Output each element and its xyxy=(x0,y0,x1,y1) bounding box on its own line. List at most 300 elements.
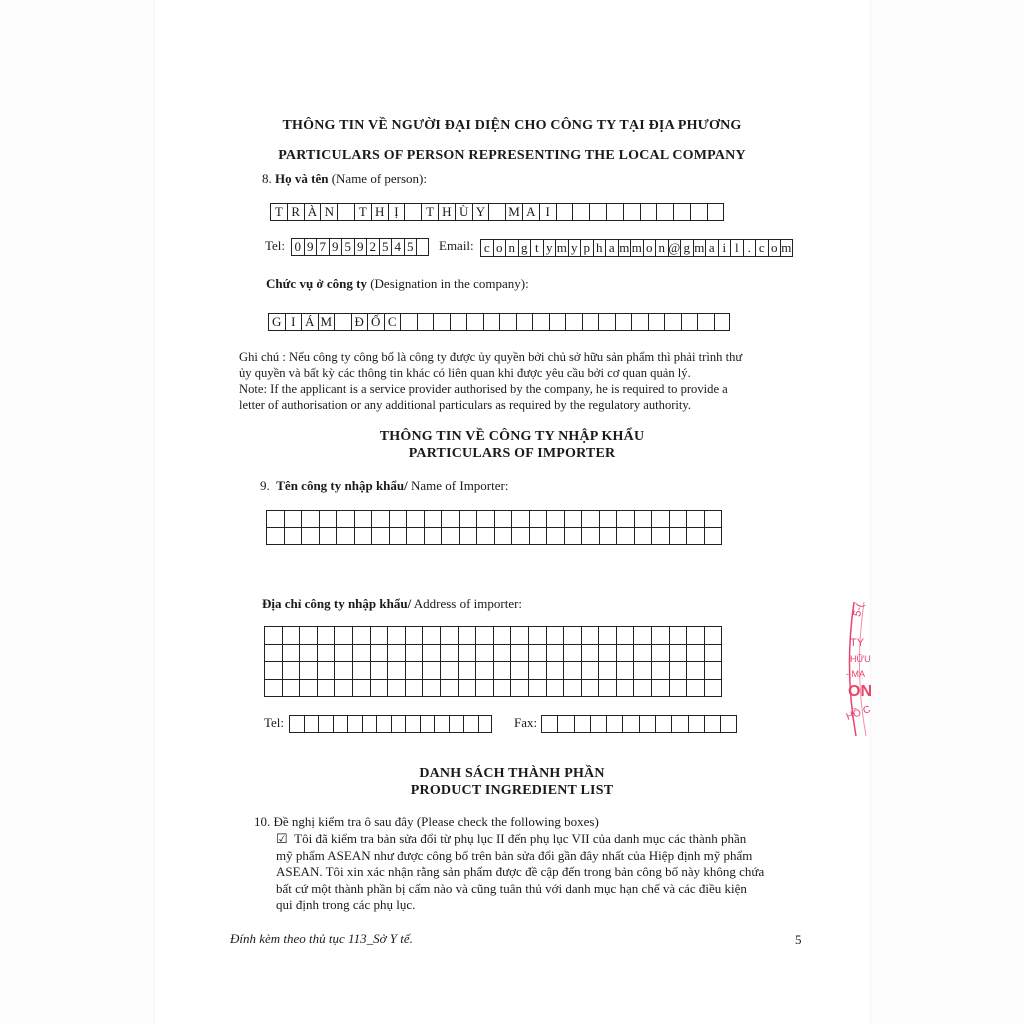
designation-label-bold: Chức vụ ở công ty xyxy=(266,276,367,291)
char-cell[interactable]: I xyxy=(539,203,556,221)
char-cell[interactable] xyxy=(376,715,391,733)
char-cell[interactable] xyxy=(688,715,704,733)
grid-cell[interactable] xyxy=(617,511,635,528)
grid-cell[interactable] xyxy=(371,680,389,698)
char-cell[interactable]: a xyxy=(605,239,618,257)
grid-cell[interactable] xyxy=(547,528,565,545)
grid-cell[interactable] xyxy=(495,528,513,545)
grid-cell[interactable] xyxy=(511,662,529,680)
char-cell[interactable] xyxy=(516,313,533,331)
tel-field[interactable] xyxy=(291,238,429,256)
char-cell[interactable]: @ xyxy=(668,240,681,255)
char-cell[interactable] xyxy=(532,313,549,331)
grid-cell[interactable] xyxy=(442,528,460,545)
grid-cell[interactable] xyxy=(406,627,424,645)
char-cell[interactable]: 7 xyxy=(316,238,329,256)
grid-cell[interactable] xyxy=(302,511,320,528)
char-cell[interactable] xyxy=(541,715,557,733)
char-cell[interactable] xyxy=(333,715,348,733)
importer-name-grid[interactable] xyxy=(266,510,722,545)
grid-cell[interactable] xyxy=(459,627,477,645)
grid-cell[interactable] xyxy=(423,680,441,698)
grid-cell[interactable] xyxy=(388,627,406,645)
grid-cell[interactable] xyxy=(283,627,301,645)
grid-cell[interactable] xyxy=(670,680,688,698)
char-cell[interactable] xyxy=(690,203,707,221)
grid-cell[interactable] xyxy=(634,645,652,663)
char-cell[interactable]: 5 xyxy=(404,238,417,256)
grid-cell[interactable] xyxy=(388,645,406,663)
char-cell[interactable] xyxy=(622,715,638,733)
item10-instruction: Đề nghị kiểm tra ô sau đây (Please check the following boxes) xyxy=(273,814,599,829)
grid-cell[interactable] xyxy=(565,511,583,528)
char-cell[interactable] xyxy=(720,715,736,733)
grid-cell[interactable] xyxy=(442,511,460,528)
grid-cell[interactable] xyxy=(582,680,600,698)
grid-cell[interactable] xyxy=(425,511,443,528)
char-cell[interactable]: T xyxy=(354,203,371,221)
grid-cell[interactable] xyxy=(388,680,406,698)
grid-cell[interactable] xyxy=(353,627,371,645)
char-cell[interactable]: H xyxy=(438,203,455,221)
grid-cell[interactable] xyxy=(318,645,336,663)
char-cell[interactable]: Đ xyxy=(351,313,368,331)
grid-cell[interactable] xyxy=(705,680,723,698)
grid-cell[interactable] xyxy=(652,528,670,545)
char-cell[interactable] xyxy=(304,715,319,733)
grid-cell[interactable] xyxy=(634,627,652,645)
char-cell[interactable] xyxy=(334,313,351,331)
grid-cell[interactable] xyxy=(670,645,688,663)
char-cell[interactable] xyxy=(400,313,417,331)
char-cell[interactable]: H xyxy=(371,203,388,221)
char-cell[interactable] xyxy=(488,203,505,221)
char-cell[interactable] xyxy=(557,715,573,733)
grid-cell[interactable] xyxy=(476,645,494,663)
grid-cell[interactable] xyxy=(302,528,320,545)
char-cell[interactable] xyxy=(466,313,483,331)
grid-cell[interactable] xyxy=(530,528,548,545)
char-cell[interactable]: a xyxy=(705,239,718,257)
char-cell[interactable] xyxy=(590,715,606,733)
char-cell[interactable] xyxy=(417,313,434,331)
grid-cell[interactable] xyxy=(582,511,600,528)
designation-label xyxy=(266,276,529,292)
grid-cell[interactable] xyxy=(599,680,617,698)
char-cell[interactable] xyxy=(704,715,720,733)
char-cell[interactable] xyxy=(606,715,622,733)
char-cell[interactable] xyxy=(404,203,421,221)
importer-fax-field[interactable] xyxy=(541,715,737,733)
char-cell[interactable]: m xyxy=(781,240,792,255)
char-cell[interactable]: m xyxy=(631,240,642,255)
grid-cell[interactable] xyxy=(512,528,530,545)
char-cell[interactable] xyxy=(483,313,500,331)
note-en-line2: letter of authorisation or any additional particulars as required by the regulatory authority. xyxy=(239,398,692,412)
grid-cell[interactable] xyxy=(441,627,459,645)
grid-cell[interactable] xyxy=(670,662,688,680)
grid-cell[interactable] xyxy=(335,662,353,680)
grid-cell[interactable] xyxy=(529,645,547,663)
grid-cell[interactable] xyxy=(406,680,424,698)
grid-cell[interactable] xyxy=(635,528,653,545)
char-cell[interactable]: Y xyxy=(472,203,489,221)
char-cell[interactable] xyxy=(648,313,665,331)
imp-title-en: PARTICULARS OF IMPORTER xyxy=(408,446,616,461)
grid-cell[interactable] xyxy=(705,528,723,545)
char-cell[interactable]: m xyxy=(619,240,630,255)
char-cell[interactable] xyxy=(707,203,724,221)
grid-cell[interactable] xyxy=(652,645,670,663)
char-cell[interactable]: Ị xyxy=(388,203,405,221)
grid-cell[interactable] xyxy=(407,528,425,545)
grid-cell[interactable] xyxy=(353,645,371,663)
grid-cell[interactable] xyxy=(476,627,494,645)
char-cell[interactable] xyxy=(623,203,640,221)
grid-cell[interactable] xyxy=(265,627,283,645)
grid-cell[interactable] xyxy=(300,662,318,680)
grid-cell[interactable] xyxy=(529,662,547,680)
char-cell[interactable]: 0 xyxy=(291,238,304,256)
grid-cell[interactable] xyxy=(582,645,600,663)
char-cell[interactable] xyxy=(639,715,655,733)
grid-cell[interactable] xyxy=(265,680,283,698)
importer-address-grid[interactable] xyxy=(264,626,722,697)
grid-cell[interactable] xyxy=(565,528,583,545)
grid-cell[interactable] xyxy=(670,627,688,645)
grid-cell[interactable] xyxy=(617,680,635,698)
grid-cell[interactable] xyxy=(285,528,303,545)
grid-cell[interactable] xyxy=(670,528,688,545)
grid-cell[interactable] xyxy=(652,662,670,680)
grid-cell[interactable] xyxy=(300,627,318,645)
char-cell[interactable]: N xyxy=(320,203,337,221)
item10-line0 xyxy=(254,814,599,830)
char-cell[interactable] xyxy=(433,313,450,331)
char-cell[interactable]: o xyxy=(493,239,506,257)
importer-tel-field[interactable] xyxy=(289,715,492,733)
char-cell[interactable] xyxy=(405,715,420,733)
item10-line1: Tôi đã kiểm tra bản sửa đổi từ phụ lục II đến phụ lục VII của danh mục các thành phần xyxy=(294,831,747,846)
grid-cell[interactable] xyxy=(441,662,459,680)
grid-cell[interactable] xyxy=(529,680,547,698)
grid-cell[interactable] xyxy=(564,662,582,680)
char-cell[interactable] xyxy=(347,715,362,733)
char-cell[interactable]: n xyxy=(505,239,518,257)
char-cell[interactable] xyxy=(598,313,615,331)
grid-cell[interactable] xyxy=(617,662,635,680)
char-cell[interactable]: c xyxy=(755,239,768,257)
char-cell[interactable]: i xyxy=(718,239,731,257)
grid-cell[interactable] xyxy=(476,662,494,680)
grid-cell[interactable] xyxy=(390,511,408,528)
grid-cell[interactable] xyxy=(687,680,705,698)
char-cell[interactable]: 5 xyxy=(379,238,392,256)
grid-cell[interactable] xyxy=(635,511,653,528)
grid-cell[interactable] xyxy=(390,528,408,545)
char-cell[interactable] xyxy=(574,715,590,733)
grid-cell[interactable] xyxy=(423,662,441,680)
grid-cell[interactable] xyxy=(564,680,582,698)
grid-cell[interactable] xyxy=(494,627,512,645)
grid-cell[interactable] xyxy=(705,511,723,528)
grid-cell[interactable] xyxy=(372,528,390,545)
char-cell[interactable] xyxy=(615,313,632,331)
char-cell[interactable]: T xyxy=(270,203,287,221)
grid-cell[interactable] xyxy=(265,645,283,663)
grid-cell[interactable] xyxy=(529,627,547,645)
grid-cell[interactable] xyxy=(459,662,477,680)
grid-cell[interactable] xyxy=(318,627,336,645)
grid-cell[interactable] xyxy=(652,627,670,645)
char-cell[interactable]: y xyxy=(543,239,556,257)
char-cell[interactable]: R xyxy=(287,203,304,221)
char-cell[interactable]: 9 xyxy=(329,238,342,256)
grid-cell[interactable] xyxy=(530,511,548,528)
grid-cell[interactable] xyxy=(494,645,512,663)
grid-cell[interactable] xyxy=(423,645,441,663)
char-cell[interactable] xyxy=(478,715,493,733)
grid-cell[interactable] xyxy=(582,528,600,545)
char-cell[interactable] xyxy=(289,715,304,733)
char-cell[interactable]: I xyxy=(285,313,302,331)
char-cell[interactable] xyxy=(656,203,673,221)
grid-cell[interactable] xyxy=(407,511,425,528)
char-cell[interactable] xyxy=(673,203,690,221)
grid-cell[interactable] xyxy=(423,627,441,645)
char-cell[interactable] xyxy=(449,715,464,733)
email-field[interactable] xyxy=(480,239,793,257)
char-cell[interactable]: 9 xyxy=(304,238,317,256)
char-cell[interactable]: g xyxy=(518,239,531,257)
char-cell[interactable]: Á xyxy=(301,313,318,331)
char-cell[interactable]: g xyxy=(680,239,693,257)
char-cell[interactable]: y xyxy=(568,239,581,257)
grid-cell[interactable] xyxy=(599,627,617,645)
grid-cell[interactable] xyxy=(320,528,338,545)
char-cell[interactable]: n xyxy=(655,239,668,257)
char-cell[interactable]: c xyxy=(480,239,493,257)
item8-label-en: (Name of person): xyxy=(331,171,428,186)
char-cell[interactable] xyxy=(420,715,435,733)
grid-cell[interactable] xyxy=(372,511,390,528)
grid-cell[interactable] xyxy=(687,528,705,545)
item8-number: 8. xyxy=(262,171,272,186)
item9-label-bold: Tên công ty nhập khẩu/ xyxy=(276,478,408,493)
char-cell[interactable] xyxy=(362,715,377,733)
grid-cell[interactable] xyxy=(318,662,336,680)
grid-cell[interactable] xyxy=(476,680,494,698)
grid-cell[interactable] xyxy=(547,662,565,680)
char-cell[interactable]: t xyxy=(530,239,543,257)
grid-cell[interactable] xyxy=(705,645,723,663)
checkbox-icon[interactable]: ☑ xyxy=(276,831,288,846)
grid-cell[interactable] xyxy=(687,627,705,645)
char-cell[interactable]: h xyxy=(593,239,606,257)
char-cell[interactable] xyxy=(664,313,681,331)
grid-cell[interactable] xyxy=(353,662,371,680)
grid-cell[interactable] xyxy=(267,511,285,528)
char-cell[interactable] xyxy=(337,203,354,221)
char-cell[interactable] xyxy=(565,313,582,331)
grid-cell[interactable] xyxy=(335,645,353,663)
grid-cell[interactable] xyxy=(705,627,723,645)
char-cell[interactable]: Ù xyxy=(455,203,472,221)
grid-cell[interactable] xyxy=(353,680,371,698)
char-cell[interactable] xyxy=(714,313,731,331)
grid-cell[interactable] xyxy=(371,662,389,680)
stamp-text-6: HỒ C xyxy=(844,704,873,723)
char-cell[interactable]: m xyxy=(694,240,705,255)
grid-cell[interactable] xyxy=(285,511,303,528)
grid-cell[interactable] xyxy=(406,662,424,680)
grid-cell[interactable] xyxy=(547,680,565,698)
grid-cell[interactable] xyxy=(511,645,529,663)
char-cell[interactable]: A xyxy=(522,203,539,221)
grid-cell[interactable] xyxy=(687,645,705,663)
grid-cell[interactable] xyxy=(494,662,512,680)
char-cell[interactable]: o xyxy=(643,239,656,257)
char-cell[interactable] xyxy=(556,203,573,221)
grid-cell[interactable] xyxy=(687,511,705,528)
char-cell[interactable] xyxy=(416,238,429,256)
grid-cell[interactable] xyxy=(283,680,301,698)
char-cell[interactable]: T xyxy=(421,203,438,221)
grid-cell[interactable] xyxy=(460,528,478,545)
grid-cell[interactable] xyxy=(459,645,477,663)
char-cell[interactable] xyxy=(640,203,657,221)
char-cell[interactable]: o xyxy=(768,239,781,257)
rep-title-vi: THÔNG TIN VỀ NGƯỜI ĐẠI DIỆN CHO CÔNG TY TẠI ĐỊA PHƯƠNG xyxy=(282,118,742,133)
char-cell[interactable] xyxy=(572,203,589,221)
char-cell[interactable]: l xyxy=(730,239,743,257)
grid-cell[interactable] xyxy=(460,511,478,528)
grid-cell[interactable] xyxy=(283,662,301,680)
char-cell[interactable] xyxy=(582,313,599,331)
grid-cell[interactable] xyxy=(335,627,353,645)
char-cell[interactable]: G xyxy=(268,313,285,331)
char-cell[interactable] xyxy=(697,313,714,331)
grid-cell[interactable] xyxy=(318,680,336,698)
grid-cell[interactable] xyxy=(320,511,338,528)
grid-cell[interactable] xyxy=(705,662,723,680)
stamp-text-5: ON xyxy=(848,683,872,700)
grid-cell[interactable] xyxy=(355,528,373,545)
char-cell[interactable] xyxy=(681,313,698,331)
char-cell[interactable] xyxy=(434,715,449,733)
grid-cell[interactable] xyxy=(652,680,670,698)
char-cell[interactable] xyxy=(589,203,606,221)
grid-cell[interactable] xyxy=(617,645,635,663)
ing-title-en: PRODUCT INGREDIENT LIST xyxy=(410,783,614,798)
char-cell[interactable] xyxy=(318,715,333,733)
char-cell[interactable] xyxy=(549,313,566,331)
grid-cell[interactable] xyxy=(300,645,318,663)
char-cell[interactable] xyxy=(463,715,478,733)
char-cell[interactable]: 2 xyxy=(366,238,379,256)
grid-cell[interactable] xyxy=(406,645,424,663)
grid-cell[interactable] xyxy=(265,662,283,680)
grid-cell[interactable] xyxy=(547,645,565,663)
grid-cell[interactable] xyxy=(477,511,495,528)
grid-cell[interactable] xyxy=(582,662,600,680)
grid-cell[interactable] xyxy=(459,680,477,698)
rep-title-en: PARTICULARS OF PERSON REPRESENTING THE LOCAL COMPANY xyxy=(278,148,746,163)
grid-cell[interactable] xyxy=(634,662,652,680)
char-cell[interactable]: M xyxy=(505,203,522,221)
char-cell[interactable] xyxy=(391,715,406,733)
grid-cell[interactable] xyxy=(617,627,635,645)
char-cell[interactable] xyxy=(450,313,467,331)
grid-cell[interactable] xyxy=(300,680,318,698)
grid-cell[interactable] xyxy=(355,511,373,528)
grid-cell[interactable] xyxy=(547,511,565,528)
char-cell[interactable]: . xyxy=(743,239,756,257)
char-cell[interactable] xyxy=(606,203,623,221)
grid-cell[interactable] xyxy=(564,627,582,645)
grid-cell[interactable] xyxy=(600,511,618,528)
grid-cell[interactable] xyxy=(670,511,688,528)
grid-cell[interactable] xyxy=(511,627,529,645)
note-vi-line2: ủy quyền và bất kỳ các thông tin khác có liên quan khi được yêu cầu bởi cơ quan quản lý. xyxy=(239,366,691,380)
grid-cell[interactable] xyxy=(441,680,459,698)
grid-cell[interactable] xyxy=(425,528,443,545)
stamp-text-3: HỮU xyxy=(850,654,871,664)
grid-cell[interactable] xyxy=(494,680,512,698)
char-cell[interactable] xyxy=(671,715,687,733)
char-cell[interactable]: C xyxy=(384,313,401,331)
grid-cell[interactable] xyxy=(652,511,670,528)
grid-cell[interactable] xyxy=(477,528,495,545)
grid-cell[interactable] xyxy=(371,627,389,645)
grid-cell[interactable] xyxy=(634,680,652,698)
char-cell[interactable]: p xyxy=(580,239,593,257)
grid-cell[interactable] xyxy=(495,511,513,528)
char-cell[interactable] xyxy=(631,313,648,331)
grid-cell[interactable] xyxy=(564,645,582,663)
designation-field[interactable] xyxy=(268,313,730,331)
grid-cell[interactable] xyxy=(512,511,530,528)
grid-cell[interactable] xyxy=(441,645,459,663)
grid-cell[interactable] xyxy=(600,528,618,545)
grid-cell[interactable] xyxy=(388,662,406,680)
char-cell[interactable]: 4 xyxy=(391,238,404,256)
grid-cell[interactable] xyxy=(337,528,355,545)
char-cell[interactable]: 9 xyxy=(354,238,367,256)
grid-cell[interactable] xyxy=(335,680,353,698)
name-field[interactable] xyxy=(270,203,724,221)
grid-cell[interactable] xyxy=(267,528,285,545)
grid-cell[interactable] xyxy=(582,627,600,645)
char-cell[interactable]: M xyxy=(318,313,335,331)
grid-cell[interactable] xyxy=(371,645,389,663)
grid-cell[interactable] xyxy=(617,528,635,545)
importer-fax-label: Fax: xyxy=(514,715,538,730)
char-cell[interactable]: 5 xyxy=(341,238,354,256)
char-cell[interactable] xyxy=(655,715,671,733)
char-cell[interactable]: Ố xyxy=(367,313,384,331)
grid-cell[interactable] xyxy=(599,662,617,680)
char-cell[interactable]: m xyxy=(556,240,567,255)
char-cell[interactable]: À xyxy=(304,203,321,221)
grid-cell[interactable] xyxy=(283,645,301,663)
char-cell[interactable] xyxy=(499,313,516,331)
grid-cell[interactable] xyxy=(687,662,705,680)
grid-cell[interactable] xyxy=(511,680,529,698)
grid-cell[interactable] xyxy=(599,645,617,663)
grid-cell[interactable] xyxy=(337,511,355,528)
grid-cell[interactable] xyxy=(547,627,565,645)
